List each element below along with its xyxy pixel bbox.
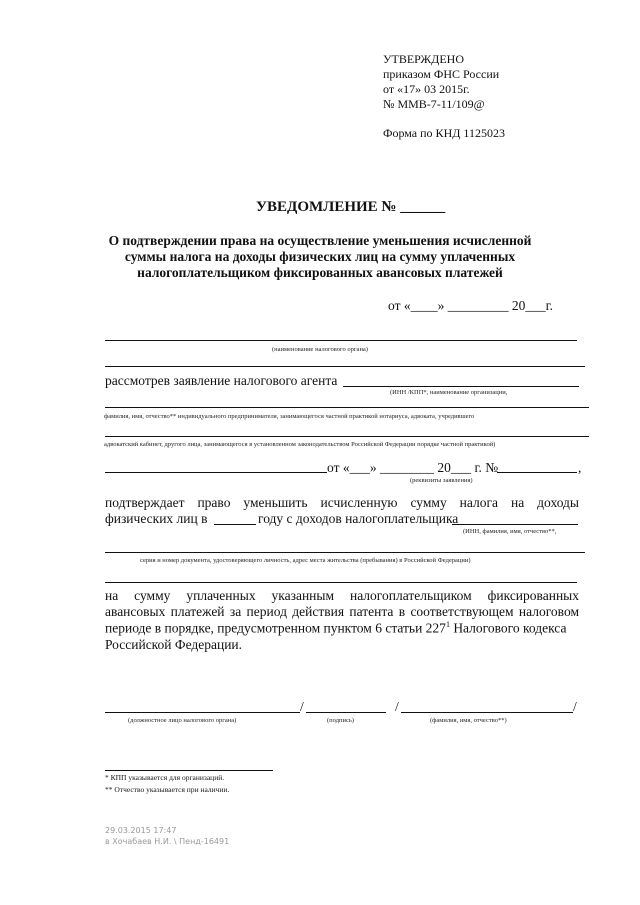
approval-order: приказом ФНС России (383, 67, 500, 81)
stamp-line-2: в Хочабаев Н.И. \ Пенд-16491 (105, 837, 230, 846)
paragraph-line-4: Российской Федерации. (105, 637, 243, 652)
application-line (105, 472, 327, 473)
application-from: от «___» ________ 20___ г. № (327, 460, 499, 475)
subtitle-line-3: налогоплательщиком фиксированных авансовых платежей (137, 265, 503, 280)
caption-agent-inn: (ИНН /КПП*, наименование организации, (390, 389, 508, 396)
notice-date: от «____» _________ 20___г. (388, 298, 553, 313)
caption-taxpayer-doc: серия и номер документа, удостоверяющего личность, адрес места жительства (пребывания) в Российской Федерации) (140, 557, 471, 564)
confirms-line-1: подтверждает право уменьшить исчисленную сумму налога на доходы (105, 495, 579, 510)
paragraph-line-2: авансовых платежей за период действия патента в соответствующем налоговом (105, 604, 579, 619)
approval-title: УТВЕРЖДЕНО (383, 52, 465, 66)
subtitle-line-1: О подтверждении права на осуществление уменьшения исчисленной (108, 233, 532, 248)
agent-line (343, 386, 579, 387)
approval-number: № ММВ-7-11/109@ (383, 97, 485, 111)
considered-text: рассмотрев заявление налогового агента (105, 373, 338, 388)
footnote-patronymic: ** Отчество указывается при наличии. (105, 785, 230, 794)
caption-tax-authority: (наименование налогового органа) (272, 346, 368, 353)
official-line (105, 712, 300, 713)
confirms-line-2b: году с доходов налогоплательщика (258, 511, 459, 526)
caption-signature: (подпись) (327, 717, 354, 724)
taxpayer-line (452, 524, 578, 525)
agent-line-3 (105, 436, 589, 437)
caption-official-name: (фамилия, имя, отчество**) (430, 717, 507, 724)
taxpayer-line-3 (105, 582, 577, 583)
taxpayer-line-2 (105, 552, 585, 553)
notice-title: УВЕДОМЛЕНИЕ № ______ (256, 199, 446, 215)
agent-line-2 (105, 407, 589, 408)
signature-line (306, 712, 386, 713)
footnote-divider (105, 770, 273, 771)
caption-agent-name-2: адвокатский кабинет, другого лица, занимающегося в установленном законодательством Российской Федерации порядке частной практикой) (104, 441, 496, 448)
footnote-kpp: * КПП указывается для организаций. (105, 773, 225, 782)
tax-authority-line (105, 340, 577, 341)
paragraph-line-1: на сумму уплаченных указанным налогоплательщиком фиксированных (105, 588, 579, 603)
paragraph-line-3: периоде в порядке, предусмотренном пунктом 6 статьи $227^1$ Налогового кодекса (105, 620, 567, 636)
caption-taxpayer-inn: (ИНН, фамилия, имя, отчество**, (463, 528, 557, 535)
caption-agent-name: фамилия, имя, отчество** индивидуального предпринимателя, занимающегося частной практикой нотариуса, адвоката, учредившего (104, 413, 475, 420)
confirms-line-2a: физических лиц в (105, 511, 208, 526)
approval-date: от «17» 03 2015г. (383, 82, 470, 96)
caption-official: (должностное лицо налогового органа) (128, 717, 237, 724)
subtitle-line-2: суммы налога на доходы физических лиц на сумму уплаченных (124, 249, 516, 264)
tax-authority-line-2 (105, 366, 585, 367)
caption-application: (реквизиты заявления) (410, 477, 473, 484)
year-line (214, 524, 256, 525)
form-code: Форма по КНД 1125023 (383, 126, 505, 140)
official-name-line (401, 712, 573, 713)
application-number-line (497, 472, 577, 473)
stamp-line-1: 29.03.2015 17:47 (105, 826, 177, 835)
